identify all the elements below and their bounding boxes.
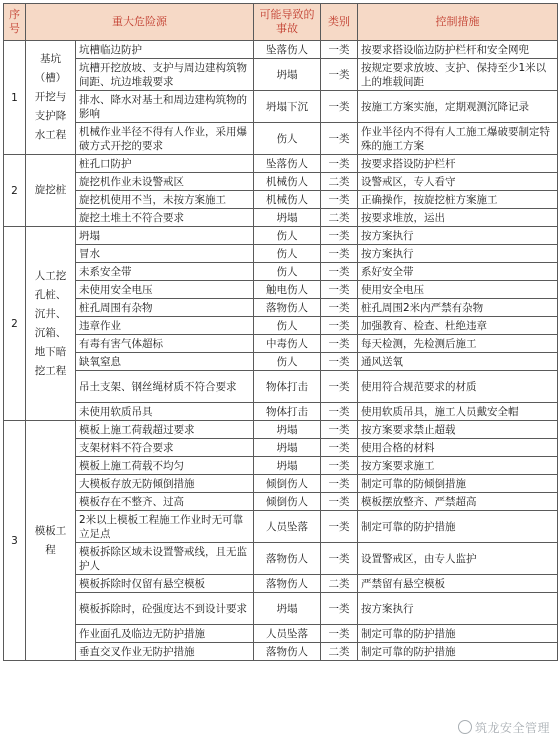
hazard-cell: 坍塌 [76,227,254,245]
table-row [4,191,558,209]
class-cell: 一类 [321,123,358,155]
class-cell: 一类 [321,335,358,353]
measure-cell: 按要求搭设防护栏杆 [358,155,558,173]
table-row [4,371,558,403]
measure-cell: 使用安全电压 [358,281,558,299]
class-cell: 一类 [321,511,358,543]
hazard-cell: 模板拆除区域未设置警戒线，且无监护人 [76,543,254,575]
accident-cell: 触电伤人 [254,281,321,299]
class-cell: 一类 [321,403,358,421]
measure-cell: 按方案要求禁止超载 [358,421,558,439]
header-hazard: 重大危险源 [26,4,254,41]
accident-cell: 坍塌 [254,457,321,475]
wechat-logo-icon [458,720,472,734]
table-row [4,475,558,493]
accident-cell: 伤人 [254,227,321,245]
measure-cell: 作业半径内不得有人工施工爆破要制定特殊的施工方案 [358,123,558,155]
class-cell: 一类 [321,371,358,403]
measure-cell: 按方案要求施工 [358,457,558,475]
table-row [4,263,558,281]
table-row [4,439,558,457]
seq-cell: 2 [4,227,26,421]
measure-cell: 制定可靠的防护措施 [358,643,558,661]
hazard-cell: 桩孔口防护 [76,155,254,173]
class-cell: 一类 [321,245,358,263]
hazard-cell: 旋挖机作业未设警戒区 [76,173,254,191]
accident-cell: 伤人 [254,245,321,263]
measure-cell: 使用合格的材料 [358,439,558,457]
accident-cell: 落物伤人 [254,643,321,661]
measure-cell: 制定可靠的防护措施 [358,511,558,543]
measure-cell: 按要求堆放，运出 [358,209,558,227]
measure-cell: 严禁留有悬空模板 [358,575,558,593]
measure-cell: 制定可靠的防倾倒措施 [358,475,558,493]
hazard-cell: 模板上施工荷载超过要求 [76,421,254,439]
measure-cell: 使用符合规范要求的材质 [358,371,558,403]
category-cell: 人工挖孔桩、沉井、沉箱、地下暗挖工程 [26,227,76,421]
class-cell: 一类 [321,353,358,371]
seq-cell: 3 [4,421,26,661]
table-row [4,227,558,245]
class-cell: 二类 [321,173,358,191]
accident-cell: 坍塌 [254,421,321,439]
accident-cell: 坍塌 [254,209,321,227]
hazard-cell: 缺氧窒息 [76,353,254,371]
measure-cell: 桩孔周围2米内严禁有杂物 [358,299,558,317]
measure-cell: 按要求搭设临边防护栏杆和安全网兜 [358,41,558,59]
table-row [4,643,558,661]
table-row [4,493,558,511]
measure-cell: 设置警戒区，由专人监护 [358,543,558,575]
table-row [4,335,558,353]
class-cell: 一类 [321,421,358,439]
accident-cell: 坍塌 [254,59,321,91]
class-cell: 二类 [321,643,358,661]
table-row [4,403,558,421]
class-cell: 一类 [321,593,358,625]
measure-cell: 加强教育、检查、杜绝违章 [358,317,558,335]
accident-cell: 人员坠落 [254,511,321,543]
accident-cell: 落物伤人 [254,543,321,575]
hazard-cell: 大模板存放无防倾倒措施 [76,475,254,493]
category-cell: 模板工程 [26,421,76,661]
class-cell: 一类 [321,439,358,457]
hazard-cell: 排水、降水对基土和周边建构筑物的影响 [76,91,254,123]
accident-cell: 物体打击 [254,371,321,403]
accident-cell: 坠落伤人 [254,41,321,59]
table-row [4,155,558,173]
measure-cell: 系好安全带 [358,263,558,281]
accident-cell: 机械伤人 [254,191,321,209]
class-cell: 一类 [321,625,358,643]
table-row [4,281,558,299]
table-row [4,317,558,335]
seq-cell: 2 [4,155,26,227]
accident-cell: 机械伤人 [254,173,321,191]
class-cell: 一类 [321,155,358,173]
measure-cell: 通风送氧 [358,353,558,371]
hazard-cell: 支架材料不符合要求 [76,439,254,457]
accident-cell: 人员坠落 [254,625,321,643]
measure-cell: 正确操作，按旋挖桩方案施工 [358,191,558,209]
accident-cell: 落物伤人 [254,575,321,593]
hazard-cell: 机械作业半径不得有人作业，采用爆破方式开挖的要求 [76,123,254,155]
measure-cell: 制定可靠的防护措施 [358,625,558,643]
table-row [4,209,558,227]
class-cell: 一类 [321,263,358,281]
accident-cell: 倾倒伤人 [254,475,321,493]
table-row [4,91,558,123]
measure-cell: 设警戒区，专人看守 [358,173,558,191]
header-class: 类别 [321,4,358,41]
class-cell: 一类 [321,457,358,475]
accident-cell: 坍塌 [254,593,321,625]
hazard-cell: 模板拆除时，砼强度达不到设计要求 [76,593,254,625]
watermark [458,719,550,736]
accident-cell: 伤人 [254,353,321,371]
class-cell: 一类 [321,317,358,335]
table-row [4,593,558,625]
hazard-cell: 坑槽临边防护 [76,41,254,59]
measure-cell: 按方案执行 [358,245,558,263]
measure-cell: 每天检测，先检测后施工 [358,335,558,353]
hazard-cell: 旋挖土堆土不符合要求 [76,209,254,227]
hazard-cell: 冒水 [76,245,254,263]
hazard-cell: 旋挖机使用不当，未按方案施工 [76,191,254,209]
class-cell: 二类 [321,575,358,593]
category-cell: 旋挖桩 [26,155,76,227]
hazard-cell: 未使用软质吊具 [76,403,254,421]
hazard-cell: 模板拆除时仅留有悬空模板 [76,575,254,593]
seq-cell: 1 [4,41,26,155]
hazard-cell: 模板存在不整齐、过高 [76,493,254,511]
class-cell: 一类 [321,543,358,575]
class-cell: 一类 [321,191,358,209]
hazard-cell: 违章作业 [76,317,254,335]
accident-cell: 坍塌下沉 [254,91,321,123]
hazard-cell: 吊土支架、钢丝绳材质不符合要求 [76,371,254,403]
table-row [4,59,558,91]
measure-cell: 使用软质吊具，施工人员戴安全帽 [358,403,558,421]
accident-cell: 物体打击 [254,403,321,421]
hazard-cell: 垂直交叉作业无防护措施 [76,643,254,661]
hazard-cell: 未使用安全电压 [76,281,254,299]
table-row [4,575,558,593]
accident-cell: 坍塌 [254,439,321,457]
table-row [4,299,558,317]
hazard-cell: 坑槽开挖放坡、支护与周边建构筑物间距、坑边堆载要求 [76,59,254,91]
table-row [4,353,558,371]
hazard-cell: 模板上施工荷载不均匀 [76,457,254,475]
accident-cell: 落物伤人 [254,299,321,317]
measure-cell: 按方案执行 [358,593,558,625]
measure-cell: 按规定要求放坡、支护、保持至少1米以上的堆载间距 [358,59,558,91]
class-cell: 二类 [321,209,358,227]
measure-cell: 模板摆放整齐、严禁超高 [358,493,558,511]
table-row [4,457,558,475]
table-row [4,41,558,59]
accident-cell: 倾倒伤人 [254,493,321,511]
class-cell: 一类 [321,475,358,493]
accident-cell: 伤人 [254,263,321,281]
hazard-cell: 2米以上模板工程施工作业时无可靠立足点 [76,511,254,543]
measure-cell: 按方案执行 [358,227,558,245]
table-row [4,173,558,191]
hazard-cell: 桩孔周围有杂物 [76,299,254,317]
table-row [4,421,558,439]
accident-cell: 伤人 [254,123,321,155]
accident-cell: 中毒伤人 [254,335,321,353]
header-row [4,4,558,41]
header-seq: 序号 [4,4,26,41]
hazard-cell: 未系安全带 [76,263,254,281]
table-row [4,625,558,643]
category-cell: 基坑（槽）开挖与支护降水工程 [26,41,76,155]
class-cell: 一类 [321,91,358,123]
table-row [4,123,558,155]
table-row [4,245,558,263]
class-cell: 一类 [321,493,358,511]
hazard-cell: 有毒有害气体超标 [76,335,254,353]
accident-cell: 伤人 [254,317,321,335]
class-cell: 一类 [321,41,358,59]
class-cell: 一类 [321,59,358,91]
table-row [4,511,558,543]
measure-cell: 按施工方案实施，定期观测沉降记录 [358,91,558,123]
table-row [4,543,558,575]
class-cell: 一类 [321,227,358,245]
class-cell: 一类 [321,281,358,299]
accident-cell: 坠落伤人 [254,155,321,173]
hazard-cell: 作业面孔及临边无防护措施 [76,625,254,643]
header-accident: 可能导致的事故 [254,4,321,41]
class-cell: 一类 [321,299,358,317]
hazard-table [3,3,558,661]
watermark-text: 筑龙安全管理 [474,721,550,735]
header-measure: 控制措施 [358,4,558,41]
table-body [4,41,558,661]
